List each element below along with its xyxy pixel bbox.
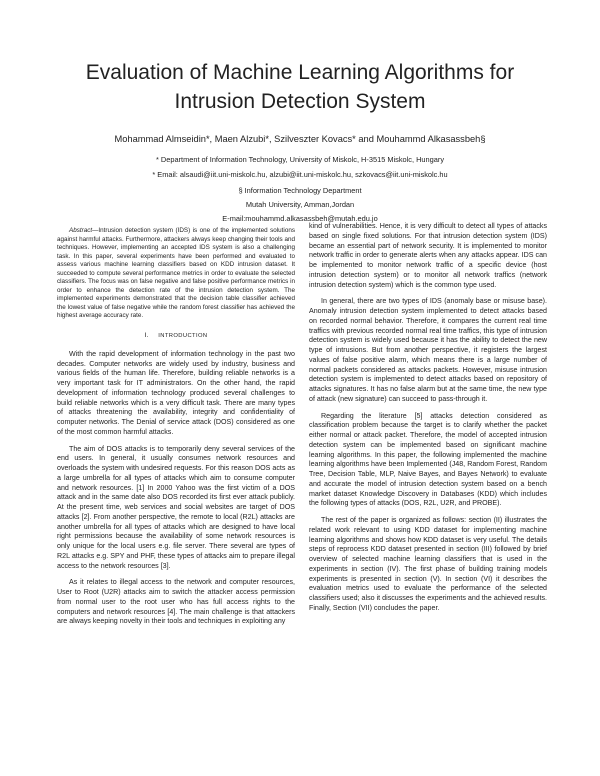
affiliation-email-line-2: E-mail:mouhammd.alkasassbeh@mutah.edu.jo	[222, 214, 378, 223]
section-heading-introduction	[57, 331, 295, 342]
body-paragraph: Regarding the literature [5] attacks detection considered as classification problem because the target is to clarify whether the packet either normal or attack packet. Therefore, the model of accepted intrusion detection system can be implemented based on significant machine learning algorithms. In this paper, the following implemented the machine learning algorithms have been Implemented (J48, Random Forest, Random Tree, Decision Table, MLP, Naive Bayes, and Bayes Network) to evaluate and accurate the model of intrusion detection system based on a bench market dataset Knowledge Discovery in Databases (KDD) which includes the following types of attacks (DOS, R2L, U2R, and PROBE).	[309, 411, 547, 508]
section-number: I.	[144, 332, 150, 340]
affiliation-line-2: § Information Technology Department	[238, 186, 362, 195]
body-paragraph: The rest of the paper is organized as follows: section (II) illustrates the related work relevant to using KDD dataset for implementing machine learning algorithms and shows how KDD dataset is very useful. The details steps of reprocess KDD dataset presented in section (III) followed by brief overview of selected machine learning classifiers that is used in the experiments in section (IV). The first phase of building training models experiments is presented in section (V). In section (VI) it describes the evaluation metrics used to evaluate the performance of the selected classifiers used; also it discusses the experiments and the achieved results. Finally, Section (VII) concludes the paper.	[309, 516, 547, 612]
affiliation-line-3: Mutah University, Amman,Jordan	[245, 200, 355, 209]
title-line-1: Evaluation of Machine Learning Algorithms for	[85, 61, 515, 84]
abstract-label: Abstract	[69, 227, 93, 234]
section-title: INTRODUCTION	[158, 333, 208, 340]
body-paragraph: In general, there are two types of IDS (anomaly base or misuse base). Anomaly intrusion detection system implemented to detect attacks based on recorded normal behavior. Therefore, it compares the current real time traffics with previous recorded normal real time traffics, this type of intrusion detection system is widely used because it has the ability to detect the new type of intrusions. But from another perspective, it registers the largest values of false positive alarm, which means there is a large number of normal packets considered as attacks packets. However, misuse intrusion detection system is implemented to detect attacks based on repository of attacks signatures. It has no false alarm but at the same time, the new type of attack (new signature) can succeed to pass-through it.	[309, 297, 547, 403]
paper-title	[40, 58, 560, 116]
body-paragraph: The aim of DOS attacks is to temporarily deny several services of the end users. In general, it usually consumes network resources and overloads the system with undesired requests. For this reason DOS acts as a large umbrella for all types of attacks which aim to consume computer and network resources. [1] In 2000 Yahoo was the first victim of a DOS attack and in the same date also DOS recorded its first ever attack publicly. At the present time, web services and social websites are target of DOS attacks [2]. From another perspective, the remote to local (R2L) attacks are another umbrella for all types of attacks which are designed to have local right permissions because the availability of some network resources is only unique for the local users e.g. file server. There several are types of R2L attacks e.g. SPY and PHF, these types of attacks aim to prepare illegal access to the network resources [3].	[57, 444, 295, 570]
title-line-2: Intrusion Detection System	[174, 90, 426, 113]
author-list: Mohammad Almseidin*, Maen Alzubi*, Szilveszter Kovacs* and Mouhammd Alkasassbeh§	[114, 134, 486, 144]
body-paragraph: With the rapid development of information technology in the past two decades. Computer networks are widely used by industry, business and various fields of the human life. Therefore, building reliable networks is a very important task for IT administrators. On the other hand, the rapid development of information technology produced several challenges to build reliable networks which is a very difficult task. There are many types of attacks threatening the availability, integrity and confidentiality of computer networks. The Denial of service attack (DOS) considered as one of the most common harmful attacks.	[57, 349, 295, 436]
affiliation-email-line: * Email: alsaudi@iit.uni-miskolc.hu, alzubi@iit.uni-miskolc.hu, szkovacs@iit.uni-miskolc.hu	[152, 170, 448, 179]
body-paragraph: kind of vulnerabilities. Hence, it is very difficult to detect all types of attacks based on single fixed solutions. For that intrusion detection system (IDS) became an essential part of network security. It is implemented to monitor network traffic in order to generate alerts when any attacks appear. IDS can be implemented to monitor network traffic of a specific device (host intrusion detection system) or to monitor all network traffics (network intrusion detection system) which is the common type used.	[309, 222, 547, 289]
left-column	[57, 227, 295, 627]
body-paragraph: As it relates to illegal access to the network and computer resources, User to Root (U2R) attacks aim to switch the attacker access permission from normal user to the root user who has full access rights to the computers and network resources [4]. The main challenge is that attackers are always keeping novelty in their tools and techniques in exploiting any	[57, 578, 295, 626]
affiliation-line-1: * Department of Information Technology, University of Miskolc, H-3515 Miskolc, Hungary	[155, 155, 445, 164]
abstract	[57, 227, 295, 321]
right-column	[309, 222, 547, 614]
abstract-text: —Intrusion detection system (IDS) is one of the implemented solutions against harmful attacks. Furthermore, attackers always keep changing their tools and techniques. However, implementing an accepted IDS system is also a challenging task. In this paper, several experiments have been performed and evaluated to assess various machine learning classifiers based on KDD intrusion dataset. It succeeded to compute several performance metrics in order to evaluate the selected classifiers. The focus was on false negative and false positive performance metrics in order to enhance the detection rate of the intrusion detection system. The implemented experiments demonstrated that the decision table classifier achieved the lowest value of false negative while the random forest classifier has achieved the highest average accuracy rate.	[57, 227, 295, 320]
